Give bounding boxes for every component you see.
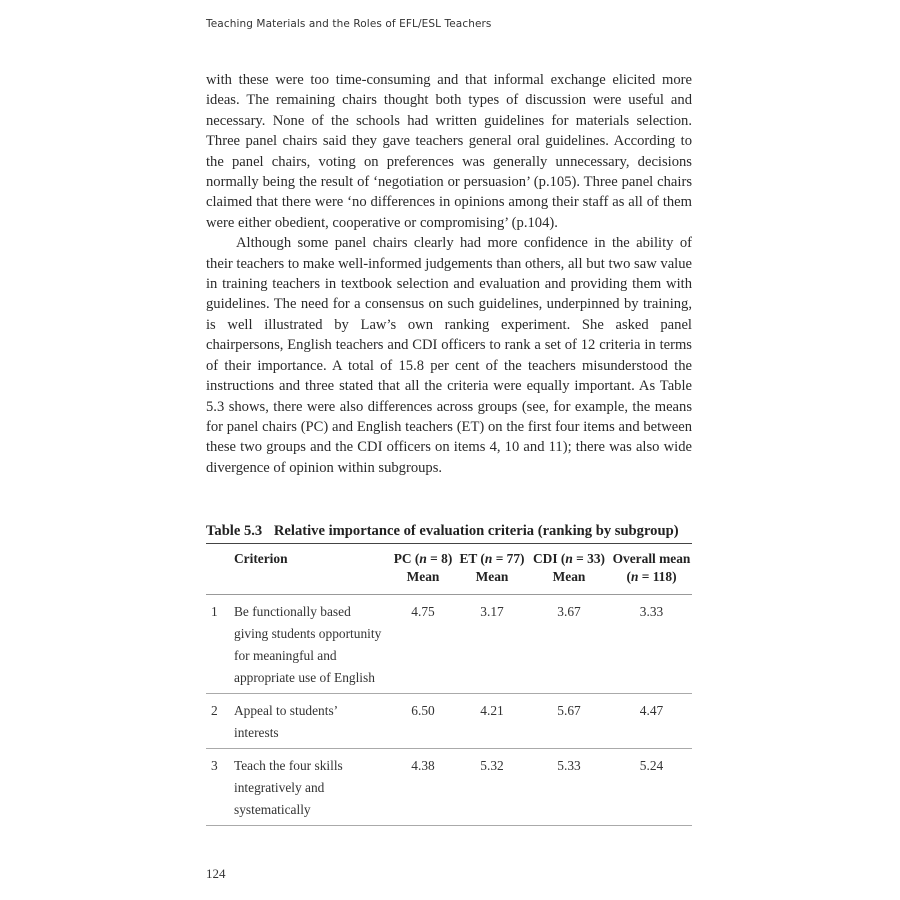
row-pc-mean: 6.50 <box>411 703 435 718</box>
paragraph: with these were too time-consuming and that informal exchange elicited more ideas. The remaining chairs thought both types of discussion were useful and necessary. None of the schools had written guidelines for materials selection. Three panel chairs said they gave teachers general oral guidelines. According to the panel chairs, voting on preferences was generally unnecessary, decisions normally being the result of ‘negotiation or persuasion’ (p.105). Three panel chairs claimed that there were ‘no differences in opinions among their staff as all of them were either obedient, cooperative or compromising’ (p.104). <box>206 72 692 231</box>
table-header-row <box>206 544 692 595</box>
row-overall-mean: 4.47 <box>639 703 664 718</box>
row-cdi-mean: 3.67 <box>557 604 581 619</box>
header-et: ET (n = 77) Mean <box>459 551 525 584</box>
header-pc: PC (n = 8) Mean <box>393 551 453 584</box>
running-head: Teaching Materials and the Roles of EFL/ESL Teachers <box>206 18 492 30</box>
header-criterion: Criterion <box>234 551 288 566</box>
row-number: 2 <box>211 703 218 718</box>
row-number: 1 <box>211 604 218 619</box>
table-row <box>206 749 692 826</box>
row-criterion: Teach the four skills integratively and systematically <box>234 758 343 817</box>
row-et-mean: 3.17 <box>480 604 504 619</box>
row-criterion: Be functionally based giving students opportunity for meaningful and appropriate use of English <box>234 604 382 685</box>
table-row <box>206 595 692 694</box>
row-et-mean: 4.21 <box>480 703 504 718</box>
row-number: 3 <box>211 758 218 773</box>
page-number: 124 <box>206 866 226 881</box>
header-num <box>206 544 234 595</box>
criteria-table <box>206 543 692 826</box>
row-overall-mean: 3.33 <box>639 604 664 619</box>
row-criterion: Appeal to students’ interests <box>234 703 339 740</box>
header-overall: Overall mean (n = 118) <box>612 551 691 584</box>
row-overall-mean: 5.24 <box>639 758 664 773</box>
row-pc-mean: 4.38 <box>411 758 435 773</box>
header-cdi: CDI (n = 33) Mean <box>533 551 605 584</box>
row-pc-mean: 4.75 <box>411 604 435 619</box>
row-cdi-mean: 5.33 <box>557 758 581 773</box>
table-row <box>206 694 692 749</box>
paragraph: Although some panel chairs clearly had more confidence in the ability of their teachers to make well-informed judgements than others, all but two saw value in training teachers in textbook selection and evaluation and providing them with guidelines. The need for a consensus on such guidelines, underpinned by training, is well illustrated by Law’s own ranking experiment. She asked panel chairpersons, English teachers and CDI officers to rank a set of 12 criteria in terms of their importance. A total of 15.8 per cent of the teachers misunderstood the instructions and three stated that all the criteria were equally important. As Table 5.3 shows, there were also differences across groups (see, for example, the means for panel chairs (PC) and English teachers (ET) on the first four items and between these two groups and the CDI officers on items 4, 10 and 11); there was also wide divergence of opinion within subgroups. <box>206 235 692 476</box>
row-et-mean: 5.32 <box>480 758 504 773</box>
body-text <box>206 70 692 478</box>
criteria-table-block <box>206 523 692 826</box>
table-caption-title: Relative importance of evaluation criteria (ranking by subgroup) <box>273 523 679 539</box>
row-cdi-mean: 5.67 <box>557 703 581 718</box>
table-caption <box>206 523 692 540</box>
table-caption-label: Table 5.3 <box>206 523 263 539</box>
